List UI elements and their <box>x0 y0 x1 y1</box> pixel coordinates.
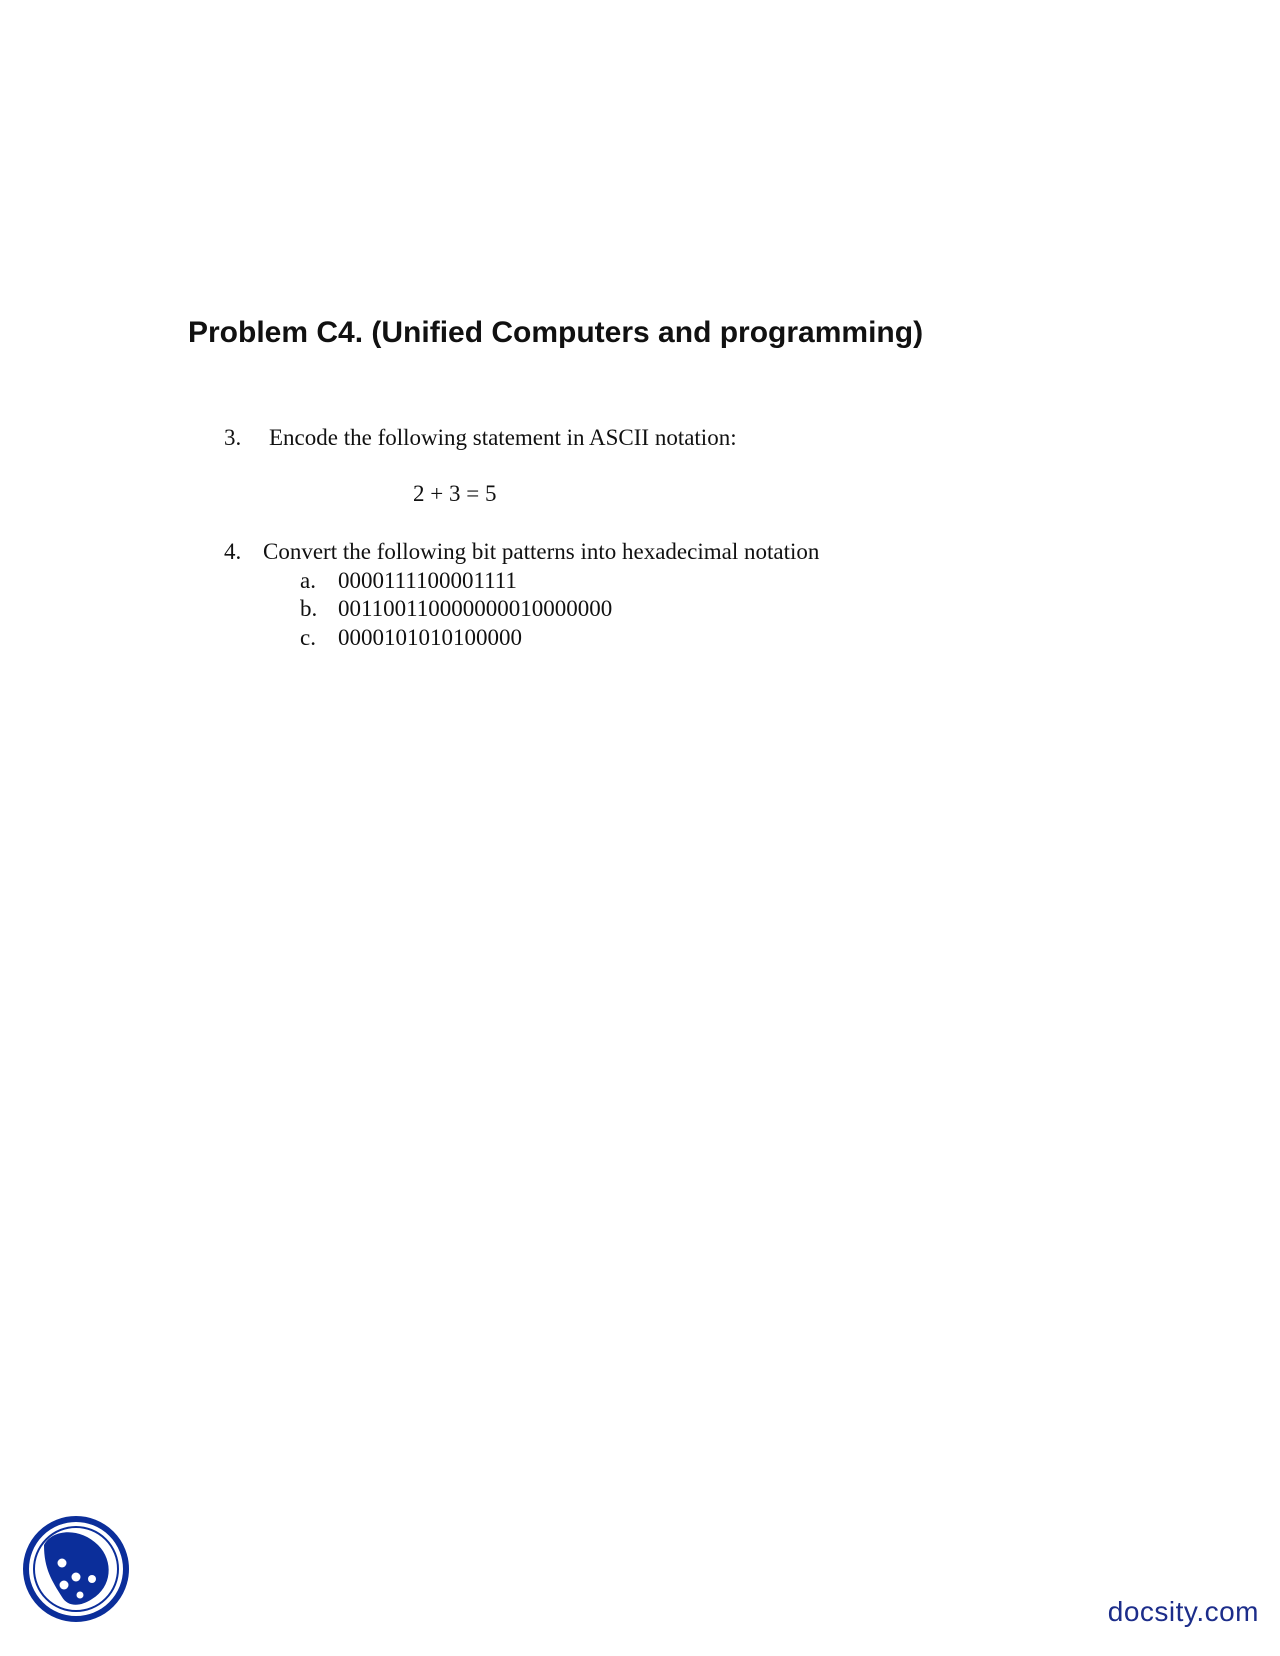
question-text: Convert the following bit patterns into hexadecimal notation <box>263 539 820 564</box>
question-number: 3. <box>224 425 242 450</box>
bit-pattern: 0000111100001111 <box>338 568 517 593</box>
bit-pattern: 001100110000000010000000 <box>338 596 613 621</box>
brand-link[interactable]: docsity.com <box>1107 1596 1259 1627</box>
item-letter: a. <box>300 568 316 593</box>
question-text: Encode the following statement in ASCII notation: <box>269 425 737 450</box>
docsity-logo-icon <box>22 1515 130 1623</box>
item-letter: b. <box>300 596 318 621</box>
item-letter: c. <box>300 625 316 650</box>
page-title: Problem C4. (Unified Computers and programming) <box>188 316 924 349</box>
equation: 2 + 3 = 5 <box>413 481 497 506</box>
bit-pattern: 0000101010100000 <box>338 625 522 650</box>
question-number: 4. <box>224 539 242 564</box>
